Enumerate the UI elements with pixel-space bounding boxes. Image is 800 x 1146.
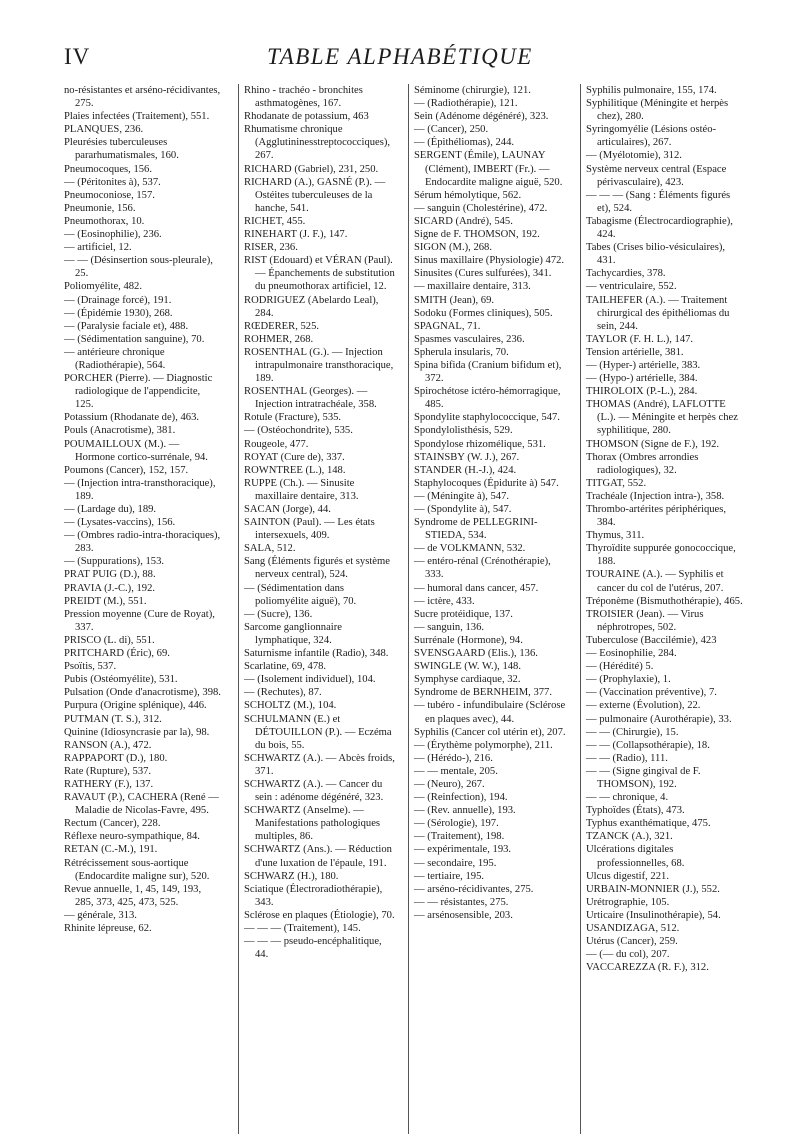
index-entry: SCHWARTZ (Ans.). — Réduction d'une luxation de l'épaule, 191. bbox=[244, 844, 392, 869]
index-entry: SPAGNAL, 71. bbox=[414, 320, 481, 332]
index-entry: Tabes (Crises bilio-vésiculaires), 431. bbox=[586, 242, 725, 267]
index-entry: PREIDT (M.), 551. bbox=[64, 595, 147, 607]
index-entry: — arséno-récidivantes, 275. bbox=[414, 883, 534, 895]
index-entry: Revue annuelle, 1, 45, 149, 193, 285, 373, 425, 473, 525. bbox=[64, 883, 202, 908]
index-entry: — (Vaccination préventive), 7. bbox=[586, 687, 717, 699]
index-entry: — externe (Évolution), 22. bbox=[586, 700, 701, 712]
index-entry: ROHMER, 268. bbox=[244, 333, 314, 345]
index-entry: — (Hérédo-), 216. bbox=[414, 752, 493, 764]
index-entry: RAVAUT (P.), CACHERA (René — Maladie de Nicolas-Favre, 495. bbox=[64, 792, 219, 817]
index-entry: — arsénosensible, 203. bbox=[414, 909, 513, 921]
index-entry: RAPPAPORT (D.), 180. bbox=[64, 752, 168, 764]
index-entry: TOURAINE (A.). — Syphilis et cancer du col de l'utérus, 207. bbox=[586, 569, 724, 594]
index-entry: Sinusites (Cures sulfurées), 341. bbox=[414, 268, 552, 280]
index-entry: Spondylite staphylococcique, 547. bbox=[414, 412, 560, 424]
index-entry: — (Méningite à), 547. bbox=[414, 490, 510, 502]
index-entry: — (Traitement), 198. bbox=[414, 831, 505, 843]
index-entry: — — (Radio), 111. bbox=[586, 752, 668, 764]
index-entry: — ventriculaire, 552. bbox=[586, 281, 677, 293]
index-entry: — expérimentale, 193. bbox=[414, 844, 512, 856]
index-entry: SVENSGAARD (Elis.), 136. bbox=[414, 648, 538, 660]
index-entry: — — (Chirurgie), 15. bbox=[586, 726, 679, 738]
index-entry: — sanguin, 136. bbox=[414, 621, 485, 633]
index-entry: Surrénale (Hormone), 94. bbox=[414, 634, 523, 646]
index-entry: Pneumoconiose, 157. bbox=[64, 189, 155, 201]
index-entry: PLANQUES, 236. bbox=[64, 124, 144, 136]
index-entry: — — chronique, 4. bbox=[586, 792, 669, 804]
index-entry: Sodoku (Formes cliniques), 505. bbox=[414, 307, 553, 319]
index-entry: RANSON (A.), 472. bbox=[64, 739, 152, 751]
index-entry: — artificiel, 12. bbox=[64, 242, 132, 254]
index-entry: USANDIZAGA, 512. bbox=[586, 923, 680, 934]
index-column-3 bbox=[408, 84, 566, 1134]
index-entry: Poumons (Cancer), 152, 157. bbox=[64, 464, 189, 476]
index-entry: TAILHEFER (A.). — Traitement chirurgical des épithéliomas du sein, 244. bbox=[586, 294, 730, 332]
index-entry: — humoral dans cancer, 457. bbox=[414, 582, 539, 594]
index-entry: PRISCO (L. di), 551. bbox=[64, 634, 155, 646]
index-entry: Spasmes vasculaires, 236. bbox=[414, 333, 525, 345]
index-entry: Thrombo-artérites périphériques, 384. bbox=[586, 504, 727, 529]
index-entry: SCHWARTZ (A.). — Abcès froids, 371. bbox=[244, 752, 395, 777]
index-entry: — — mentale, 205. bbox=[414, 765, 498, 777]
index-entry: — (Sérologie), 197. bbox=[414, 818, 499, 830]
index-entry: Spondylolisthésis, 529. bbox=[414, 425, 513, 437]
index-entry: — (Sédimentation dans poliomyélite aiguë), 70. bbox=[244, 582, 357, 607]
index-entry: PORCHER (Pierre). — Diagnostic radiologique de l'appendicite, 125. bbox=[64, 373, 213, 411]
index-entry: Spondylose rhizomélique, 531. bbox=[414, 438, 546, 450]
index-entry: Spherula insularis, 70. bbox=[414, 346, 509, 358]
index-entry: Sclérose en plaques (Étiologie), 70. bbox=[244, 909, 395, 921]
index-entry: — de VOLKMANN, 532. bbox=[414, 543, 526, 555]
index-entry: PUTMAN (T. S.), 312. bbox=[64, 713, 162, 725]
index-entry: Rectum (Cancer), 228. bbox=[64, 818, 161, 830]
index-entry: Système nerveux central (Espace périvasculaire), 423. bbox=[586, 163, 727, 188]
index-entry: — (Spondylite à), 547. bbox=[414, 504, 512, 515]
index-entry: SCHULMANN (E.) et DÉTOUILLON (P.). — Eczéma du bois, 55. bbox=[244, 713, 392, 751]
index-entry: PRITCHARD (Éric), 69. bbox=[64, 648, 170, 660]
index-entry: — (Drainage forcé), 191. bbox=[64, 294, 172, 306]
index-entry: — (Lysates-vaccins), 156. bbox=[64, 517, 176, 529]
index-entry: — (Reinfection), 194. bbox=[414, 792, 508, 804]
index-entry: ROYAT (Cure de), 337. bbox=[244, 451, 345, 463]
index-entry: — — (Signe gingival de F. THOMSON), 192. bbox=[586, 765, 701, 790]
index-entry: Typhoïdes (États), 473. bbox=[586, 805, 685, 817]
index-entry: — (Sucre), 136. bbox=[244, 608, 313, 620]
index-entry: Tréponème (Bismuthothérapie), 465. bbox=[586, 595, 743, 607]
index-entry: SACAN (Jorge), 44. bbox=[244, 504, 331, 515]
index-entry: — — — (Sang : Éléments figurés et), 524. bbox=[586, 189, 731, 214]
index-entry: — (Épithéliomas), 244. bbox=[414, 137, 515, 149]
index-entry: SMITH (Jean), 69. bbox=[414, 294, 495, 306]
index-column-4 bbox=[580, 84, 745, 1134]
index-entry: Pulsation (Onde d'anacrotisme), 398. bbox=[64, 687, 221, 699]
index-entry: Scarlatine, 69, 478. bbox=[244, 661, 327, 673]
index-entry: — (Lardage du), 189. bbox=[64, 504, 157, 515]
index-entry: — tertiaire, 195. bbox=[414, 870, 485, 882]
index-entry: Sérum hémolytique, 562. bbox=[414, 189, 522, 201]
index-entry: RATHERY (F.), 137. bbox=[64, 778, 154, 790]
index-entry: SERGENT (Émile), LAUNAY (Clément), IMBERT (Fr.). — Endocardite maligne aiguë, 520. bbox=[414, 150, 563, 188]
index-entry: VACCAREZZA (R. F.), 312. bbox=[586, 962, 709, 974]
index-entry: Ulcérations digitales professionnelles, 68. bbox=[586, 844, 685, 869]
index-entry: — (Neuro), 267. bbox=[414, 778, 485, 790]
index-entry: STAINSBY (W. J.), 267. bbox=[414, 451, 520, 463]
index-entry: RŒDERER, 525. bbox=[244, 320, 320, 332]
index-entry: SCHOLTZ (M.), 104. bbox=[244, 700, 337, 712]
index-entry: Staphylocoques (Épidurite à) 547. bbox=[414, 477, 559, 489]
index-entry: RICHARD (Gabriel), 231, 250. bbox=[244, 163, 379, 175]
index-entry: Rétrécissement sous-aortique (Endocardite maligne sur), 520. bbox=[64, 857, 210, 882]
index-entry: — — (Collapsothérapie), 18. bbox=[586, 739, 710, 751]
index-entry: Rhumatisme chronique (Agglutininesstreptococciques), 267. bbox=[244, 124, 391, 162]
index-entry: — (Ombres radio-intra-thoraciques), 283. bbox=[64, 530, 221, 555]
index-entry: Urétrographie, 105. bbox=[586, 896, 670, 908]
index-entry: Rhino - trachéo - bronchites asthmatogènes, 167. bbox=[244, 85, 363, 110]
index-entry: — ictère, 433. bbox=[414, 595, 475, 607]
index-entry: Sarcome ganglionnaire lymphatique, 324. bbox=[244, 621, 342, 646]
index-entry: — (Hérédité) 5. bbox=[586, 661, 654, 673]
index-entry: Rhinite lépreuse, 62. bbox=[64, 923, 152, 934]
index-entry: Spina bifida (Cranium bifidum et), 372. bbox=[414, 359, 562, 385]
index-entry: — (Paralysie faciale et), 488. bbox=[64, 320, 189, 332]
index-entry: SICARD (André), 545. bbox=[414, 215, 513, 227]
index-entry: — sanguin (Cholestérine), 472. bbox=[414, 202, 548, 214]
index-entry: Plaies infectées (Traitement), 551. bbox=[64, 111, 210, 123]
index-entry: THOMAS (André), LAFLOTTE (L.). — Méningite et herpès chez syphilitique, 280. bbox=[586, 399, 738, 437]
index-entry: Thymus, 311. bbox=[586, 530, 645, 542]
index-entry: Tachycardies, 378. bbox=[586, 268, 666, 280]
index-entry: Utérus (Cancer), 259. bbox=[586, 936, 678, 948]
index-entry: Pleurésies tuberculeuses pararhumatismales, 160. bbox=[64, 137, 179, 162]
index-entry: — — (Désinsertion sous-pleurale), 25. bbox=[64, 255, 213, 280]
index-entry: — (Érythème polymorphe), 211. bbox=[414, 739, 553, 751]
index-entry: STANDER (H.-J.), 424. bbox=[414, 464, 517, 476]
index-entry: — — résistantes, 275. bbox=[414, 896, 509, 908]
index-entry: SCHWARTZ (Anselme). — Manifestations pathologiques multiples, 86. bbox=[244, 805, 381, 843]
index-entry: — (Péritonites à), 537. bbox=[64, 176, 161, 188]
index-entry: Saturnisme infantile (Radio), 348. bbox=[244, 648, 389, 660]
index-entry: — (Eosinophilie), 236. bbox=[64, 229, 162, 241]
index-entry: Potassium (Rhodanate de), 463. bbox=[64, 412, 200, 424]
index-entry: — (Isolement individuel), 104. bbox=[244, 674, 376, 686]
index-entry: ROSENTHAL (G.). — Injection intrapulmonaire transthoracique, 189. bbox=[244, 346, 394, 385]
index-entry: Pubis (Ostéomyélite), 531. bbox=[64, 674, 178, 686]
index-entry: Purpura (Origine splénique), 446. bbox=[64, 700, 207, 712]
index-entry: RODRIGUEZ (Abelardo Leal), 284. bbox=[244, 294, 379, 319]
index-entry: Trachéale (Injection intra-), 358. bbox=[586, 490, 725, 502]
index-entry: SALA, 512. bbox=[244, 543, 296, 555]
index-entry: Séminome (chirurgie), 121. bbox=[414, 85, 531, 96]
index-entry: Syndrome de PELLEGRINI-STIEDA, 534. bbox=[414, 517, 538, 542]
index-entry: Sinus maxillaire (Physiologie) 472. bbox=[414, 255, 565, 267]
index-entry: — (Prophylaxie), 1. bbox=[586, 674, 671, 686]
index-entry: RETAN (C.-M.), 191. bbox=[64, 844, 158, 856]
index-entry: Poliomyélite, 482. bbox=[64, 281, 142, 293]
index-entry: Pneumothorax, 10. bbox=[64, 215, 145, 227]
index-entry: SWINGLE (W. W.), 148. bbox=[414, 661, 522, 673]
index-entry: — tubéro - infundibulaire (Sclérose en plaques avec), 44. bbox=[414, 700, 566, 725]
index-entry: — générale, 313. bbox=[64, 909, 137, 921]
index-entry: — (Hyper-) artérielle, 383. bbox=[586, 359, 701, 371]
index-entry: RICHARD (A.), GASNÉ (P.). — Ostéites tuberculeuses de la hanche, 541. bbox=[244, 176, 386, 214]
index-entry: — (Rechutes), 87. bbox=[244, 687, 322, 699]
index-entry: THIROLOIX (P.-L.), 284. bbox=[586, 386, 698, 398]
index-entry: — maxillaire dentaire, 313. bbox=[414, 281, 531, 293]
index-entry: — (Sédimentation sanguine), 70. bbox=[64, 333, 205, 345]
index-entry: Sang (Éléments figurés et système nerveux central), 524. bbox=[244, 556, 390, 581]
index-entry: — (Épidémie 1930), 268. bbox=[64, 307, 173, 319]
index-entry: PRAVIA (J.-C.), 192. bbox=[64, 582, 156, 594]
index-entry: RICHET, 455. bbox=[244, 215, 306, 227]
index-entry: RIST (Edouard) et VÉRAN (Paul). — Épanchements de substitution du pneumothorax artificiel, 12. bbox=[244, 255, 395, 293]
index-entry: Typhus exanthématique, 475. bbox=[586, 818, 711, 830]
index-entry: Syringomyélie (Lésions ostéo-articulaires), 267. bbox=[586, 124, 717, 149]
index-entry: Réflexe neuro-sympathique, 84. bbox=[64, 831, 200, 843]
index-entry: Ulcus digestif, 221. bbox=[586, 870, 669, 882]
index-entry: — secondaire, 195. bbox=[414, 857, 497, 869]
index-entry: no-résistantes et arséno-récidivantes, 275. bbox=[64, 85, 221, 110]
index-entry: Symphyse cardiaque, 32. bbox=[414, 674, 521, 686]
index-entry: — — — pseudo-encéphalitique, 44. bbox=[244, 936, 382, 961]
index-entry: — (— du col), 207. bbox=[586, 949, 670, 961]
index-entry: — (Cancer), 250. bbox=[414, 124, 489, 136]
index-entry: TITGAT, 552. bbox=[586, 477, 647, 489]
index-entry: RINEHART (J. F.), 147. bbox=[244, 229, 348, 241]
index-entry: Sucre protéidique, 137. bbox=[414, 608, 513, 620]
index-entry: Pouls (Anacrotisme), 381. bbox=[64, 425, 176, 437]
index-entry: RISER, 236. bbox=[244, 242, 298, 254]
index-entry: Rhodanate de potassium, 463 bbox=[244, 111, 369, 123]
index-entry: Tabagisme (Électrocardiographie), 424. bbox=[586, 215, 733, 241]
index-entry: Pneumonie, 156. bbox=[64, 202, 136, 214]
index-entry: Rate (Rupture), 537. bbox=[64, 765, 152, 777]
index-entry: THOMSON (Signe de F.), 192. bbox=[586, 438, 720, 450]
index-entry: TZANCK (A.), 321. bbox=[586, 831, 673, 843]
index-entry: PRAT PUIG (D.), 88. bbox=[64, 569, 156, 581]
index-entry: Urticaire (Insulinothérapie), 54. bbox=[586, 909, 721, 921]
index-entry: Pression moyenne (Cure de Royat), 337. bbox=[64, 608, 215, 633]
index-entry: Tension artérielle, 381. bbox=[586, 346, 684, 358]
index-column-2 bbox=[238, 84, 396, 1134]
index-entry: TROISIER (Jean). — Virus néphrotropes, 502. bbox=[586, 608, 704, 633]
index-entry: Sein (Adénome dégénéré), 323. bbox=[414, 111, 549, 123]
index-entry: — (Radiothérapie), 121. bbox=[414, 98, 518, 110]
index-entry: ROWNTREE (L.), 148. bbox=[244, 464, 346, 476]
index-entry: SAINTON (Paul). — Les états intersexuels, 409. bbox=[244, 517, 375, 542]
index-entry: TAYLOR (F. H. L.), 147. bbox=[586, 333, 694, 345]
index-entry: — (Myélotomie), 312. bbox=[586, 150, 682, 162]
index-entry: — (Ostéochondrite), 535. bbox=[244, 425, 353, 437]
index-entry: Syphilis (Cancer col utérin et), 207. bbox=[414, 726, 566, 738]
index-entry: — pulmonaire (Aurothérapie), 33. bbox=[586, 713, 732, 725]
index-entry: Thorax (Ombres arrondies radiologiques), 32. bbox=[586, 451, 699, 476]
index-entry: — entéro-rénal (Crénothérapie), 333. bbox=[414, 556, 551, 581]
index-entry: Quinine (Idiosyncrasie par la), 98. bbox=[64, 726, 210, 738]
index-entry: — (Injection intra-transthoracique), 189. bbox=[64, 477, 216, 502]
index-entry: ROSENTHAL (Georges). — Injection intratrachéale, 358. bbox=[244, 386, 377, 411]
index-entry: RUPPE (Ch.). — Sinusite maxillaire dentaire, 313. bbox=[244, 477, 359, 502]
index-entry: Pneumocoques, 156. bbox=[64, 163, 152, 175]
index-entry: Rotule (Fracture), 535. bbox=[244, 412, 342, 424]
index-entry: Syphilis pulmonaire, 155, 174. bbox=[586, 85, 717, 96]
index-entry: Thyroïdite suppurée gonococcique, 188. bbox=[586, 543, 736, 568]
index-entry: SCHWARTZ (A.). — Cancer du sein : adénome dégénéré, 323. bbox=[244, 778, 384, 804]
index-entry: Signe de F. THOMSON, 192. bbox=[414, 229, 540, 241]
index-entry: Spirochétose ictéro-hémorragique, 485. bbox=[414, 386, 561, 411]
index-columns bbox=[64, 84, 744, 1134]
index-entry: URBAIN-MONNIER (J.), 552. bbox=[586, 883, 720, 895]
index-entry: Tuberculose (Baccilémie), 423 bbox=[586, 634, 717, 646]
index-entry: Sciatique (Électroradiothérapie), 343. bbox=[244, 883, 383, 908]
index-entry: — (Rev. annuelle), 193. bbox=[414, 805, 516, 817]
running-head: TABLE ALPHABÉTIQUE bbox=[267, 44, 533, 69]
index-entry: SCHWARZ (H.), 180. bbox=[244, 870, 339, 882]
index-entry: — (Hypo-) artérielle, 384. bbox=[586, 373, 698, 385]
index-entry: — antérieure chronique (Radiothérapie), 564. bbox=[64, 346, 166, 371]
index-entry: POUMAILLOUX (M.). — Hormone cortico-surrénale, 94. bbox=[64, 438, 208, 463]
index-entry: — — — (Traitement), 145. bbox=[244, 923, 361, 934]
index-entry: Rougeole, 477. bbox=[244, 438, 309, 450]
index-entry: Syndrome de BERNHEIM, 377. bbox=[414, 687, 553, 699]
page-number: IV bbox=[64, 44, 91, 69]
index-column-1 bbox=[64, 84, 221, 1134]
index-entry: Psoïtis, 537. bbox=[64, 661, 117, 673]
index-entry: Syphilitique (Méningite et herpès chez), 280. bbox=[586, 98, 729, 123]
index-entry: — Eosinophilie, 284. bbox=[586, 648, 677, 660]
index-entry: — (Suppurations), 153. bbox=[64, 556, 165, 568]
index-entry: SIGON (M.), 268. bbox=[414, 242, 492, 254]
